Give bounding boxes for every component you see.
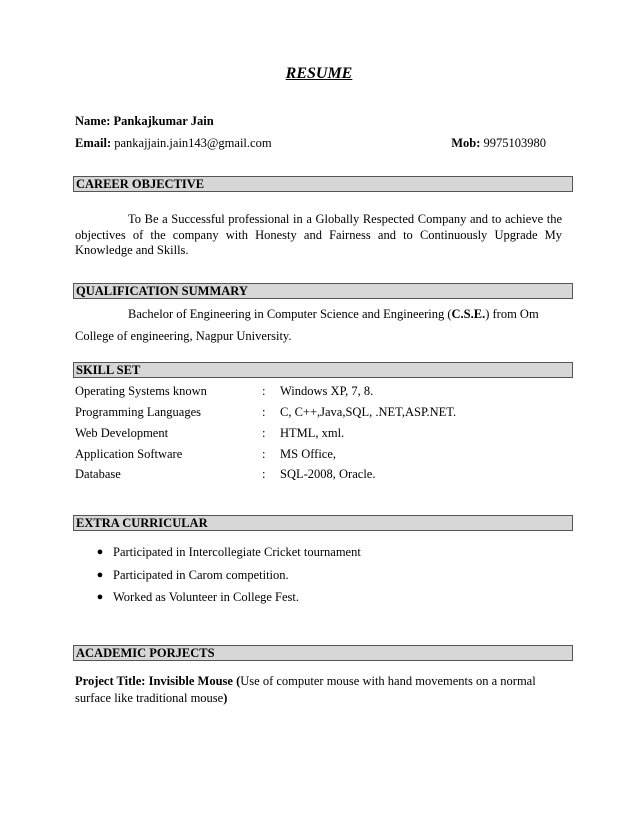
skill-value: MS Office, [280, 447, 337, 461]
project-close-paren: ) [223, 691, 228, 705]
project-title: Project Title: Invisible Mouse ( [75, 674, 241, 688]
skill-row [75, 384, 565, 400]
section-career-objective: CAREER OBJECTIVE [73, 176, 573, 192]
project-line-2 [75, 691, 227, 706]
section-extra-curricular: EXTRA CURRICULAR [73, 515, 573, 531]
skill-colon: : [262, 384, 266, 398]
skill-value: C, C++,Java,SQL, .NET,ASP.NET. [280, 405, 457, 419]
skill-row [75, 426, 565, 442]
section-skill-set: SKILL SET [73, 362, 573, 378]
skill-colon: : [262, 426, 266, 440]
name-line [75, 114, 214, 129]
skill-label: Operating Systems known [75, 384, 207, 398]
mobile-label: Mob: [451, 136, 481, 150]
skill-value: SQL-2008, Oracle. [280, 467, 376, 481]
section-academic-projects: ACADEMIC PORJECTS [73, 645, 573, 661]
skill-row [75, 405, 565, 421]
skill-value: HTML, xml. [280, 426, 345, 440]
resume-title: RESUME [285, 65, 353, 82]
list-item: Participated in Intercollegiate Cricket tournament [113, 545, 361, 559]
section-qualification-summary: QUALIFICATION SUMMARY [73, 283, 573, 299]
skill-colon: : [262, 405, 266, 419]
career-objective-text: To Be a Successful professional in a Globally Respected Company and to achieve the objectives of the company with Honesty and Fairness and to Continuously Upgrade My Knowledge and Skills. [75, 212, 562, 257]
qualification-line-2: College of engineering, Nagpur University. [75, 329, 292, 343]
bullet-icon: ● [96, 546, 104, 558]
bullet-icon: ● [96, 591, 104, 603]
qualification-line-1 [128, 307, 539, 322]
list-item: Worked as Volunteer in College Fest. [113, 590, 300, 604]
skill-value: Windows XP, 7, 8. [280, 384, 374, 398]
email-label: Email: [75, 136, 112, 150]
skill-label: Programming Languages [75, 405, 202, 419]
list-item: Participated in Carom competition. [113, 568, 289, 582]
skill-row [75, 447, 565, 463]
qualification-degree: Bachelor of Engineering in Computer Science and Engineering ( [128, 307, 452, 321]
skill-colon: : [262, 447, 266, 461]
qualification-from: ) from Om [485, 307, 539, 321]
mobile-value: 9975103980 [483, 136, 546, 150]
mobile-line [451, 136, 546, 151]
name-label: Name: [75, 114, 111, 128]
project-description: Use of computer mouse with hand movements on a normal [240, 674, 536, 688]
qualification-abbrev: C.S.E. [451, 307, 486, 321]
skill-label: Application Software [75, 447, 183, 461]
email-value: pankajjain.jain143@gmail.com [114, 136, 272, 150]
name-value: Pankajkumar Jain [113, 114, 214, 128]
skill-colon: : [262, 467, 266, 481]
skill-label: Web Development [75, 426, 169, 440]
skill-label: Database [75, 467, 121, 481]
project-description-cont: surface like traditional mouse [75, 691, 224, 705]
email-line [75, 136, 272, 151]
bullet-icon: ● [96, 569, 104, 581]
skill-row [75, 467, 565, 483]
project-line-1 [75, 674, 536, 689]
